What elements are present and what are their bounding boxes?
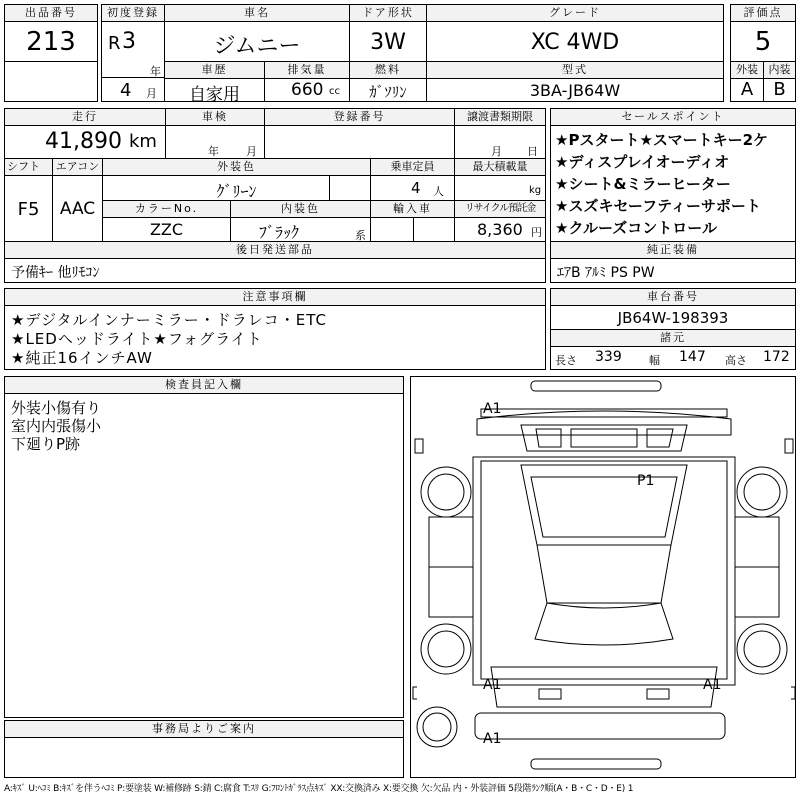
- mileage-value: 41,890: [45, 129, 122, 154]
- interior-score-box: [763, 61, 796, 102]
- damage-mark: A1: [483, 731, 502, 747]
- registration-month-box: [101, 77, 165, 102]
- shift-box: [4, 158, 53, 242]
- aircon-box: [52, 158, 103, 242]
- shift-value: F5: [17, 199, 40, 220]
- car-name-box: [164, 4, 350, 62]
- legend-text: A:ｷｽﾞ U:ﾍｺﾐ B:ｷｽﾞを伴うﾍｺﾐ P:要塗装 W:補修跡 S:錆 C:腐食 T:ｽﾘ G:ﾌﾛﾝﾄｶﾞﾗｽ点ｷｽﾞ XX:交換済み X:要交換 欠:欠品 内・外装評価 5段階ﾗﾝｸ順(A・B・C・D・E) 1: [4, 784, 634, 794]
- specs-length-label: 長さ: [555, 354, 577, 367]
- interior-score-label: 内装: [764, 62, 795, 79]
- color-no-label: カラーNo.: [103, 201, 230, 218]
- inspector-line: 室内内張傷小: [11, 417, 102, 435]
- equipment-label: 純正装備: [551, 242, 795, 259]
- ext-color-label: 外装色: [103, 159, 370, 176]
- ext-color-value: ｸﾞﾘｰﾝ: [216, 182, 257, 201]
- car-outline-drawing: [411, 377, 797, 779]
- notes-line: ★LEDヘッドライト★フォグライト: [11, 330, 263, 348]
- lot-number-spacer: [4, 61, 98, 102]
- door-box: [349, 4, 427, 62]
- color-no-box: [102, 200, 231, 242]
- year-unit: 年: [150, 65, 161, 78]
- damage-mark: P1: [637, 473, 655, 489]
- inspector-box: [4, 376, 404, 718]
- displacement-unit: cc: [329, 86, 340, 97]
- capacity-box: [370, 158, 455, 201]
- registration-year: 3: [122, 29, 136, 54]
- sales-point-item: ★ディスプレイオーディオ: [555, 153, 730, 171]
- sales-points-label: セールスポイント: [551, 109, 795, 126]
- lot-number-label: 出品番号: [5, 5, 97, 22]
- chassis-box: [550, 288, 796, 330]
- recycle-value: 8,360: [477, 220, 523, 239]
- chassis-label: 車台番号: [551, 289, 795, 306]
- ext-color-divider: [329, 175, 330, 201]
- int-color-box: [230, 200, 371, 242]
- exterior-score-label: 外装: [731, 62, 763, 79]
- damage-mark: A1: [483, 401, 502, 417]
- specs-width: 147: [679, 349, 706, 365]
- notes-line: ★純正16インチAW: [11, 349, 153, 367]
- plate-box: [264, 108, 455, 159]
- specs-length: 339: [595, 349, 622, 365]
- equipment-box: [550, 241, 796, 283]
- mileage-label: 走行: [5, 109, 165, 126]
- capacity-label: 乗車定員: [371, 159, 454, 176]
- damage-mark: A1: [703, 677, 722, 693]
- import-label: 輸入車: [371, 201, 454, 218]
- car-name-value: ジムニー: [213, 34, 301, 59]
- inspection-label: 車検: [166, 109, 264, 126]
- exterior-score-box: [730, 61, 764, 102]
- exterior-score-value: A: [740, 79, 754, 100]
- sales-point-item: ★Pスタート★スマートキー2ケ: [555, 131, 769, 149]
- aircon-value: AAC: [59, 199, 96, 219]
- specs-height: 172: [763, 349, 790, 365]
- plate-label: 登録番号: [265, 109, 454, 126]
- lot-number-value: 213: [26, 27, 76, 57]
- equipment-value: ｴｱB ｱﾙﾐ PS PW: [557, 265, 655, 281]
- int-color-value: ﾌﾞﾗｯｸ: [259, 223, 300, 242]
- later-parts-label: 後日発送部品: [5, 242, 545, 259]
- score-box: [730, 4, 796, 62]
- first-registration-label: 初度登録: [102, 5, 164, 22]
- transfer-month-unit: 月: [491, 145, 502, 158]
- grade-label: グレード: [427, 5, 723, 22]
- sales-point-item: ★クルーズコントロール: [555, 219, 717, 237]
- import-divider: [413, 217, 414, 242]
- fuel-label: 燃料: [350, 62, 426, 79]
- sales-point-item: ★シート&ミラーヒーター: [555, 175, 731, 193]
- damage-mark: A1: [483, 677, 502, 693]
- specs-width-label: 幅: [649, 354, 660, 367]
- grade-box: [426, 4, 724, 62]
- history-box: [164, 61, 265, 105]
- door-label: ドア形状: [350, 5, 426, 22]
- mileage-box: [4, 108, 166, 159]
- recycle-label: リサイクル預託金: [455, 201, 545, 218]
- office-box: [4, 720, 404, 778]
- interior-score-value: B: [773, 79, 786, 100]
- capacity-unit: 人: [433, 185, 444, 198]
- int-color-suffix: 系: [355, 229, 366, 242]
- era-letter: R: [108, 33, 121, 54]
- max-load-unit: kg: [529, 185, 542, 196]
- recycle-box: [454, 200, 546, 242]
- import-box: [370, 200, 455, 242]
- max-load-label: 最大積載量: [455, 159, 545, 176]
- displacement-value: 660: [291, 80, 324, 100]
- notes-line: ★デジタルインナーミラー・ドラレコ・ETC: [11, 311, 328, 329]
- fuel-box: [349, 61, 427, 102]
- notes-box: [4, 288, 546, 370]
- inspector-line: 外装小傷有り: [11, 399, 102, 417]
- inspector-line: 下廻りP跡: [11, 435, 81, 453]
- aircon-label: エアコン: [53, 159, 102, 176]
- inspection-month-unit: 月: [246, 145, 257, 158]
- color-no-value: ZZC: [149, 220, 184, 239]
- office-label: 事務局よりご案内: [5, 721, 403, 738]
- specs-height-label: 高さ: [725, 354, 747, 367]
- inspection-box: [165, 108, 265, 159]
- model-value: 3BA-JB64W: [529, 81, 621, 100]
- sales-point-item: ★スズキセーフティーサポート: [555, 197, 761, 215]
- car-name-label: 車名: [165, 5, 349, 22]
- score-value: 5: [754, 27, 772, 57]
- registration-month: 4: [120, 80, 132, 101]
- first-registration-box: [101, 4, 165, 78]
- specs-label: 諸元: [551, 330, 795, 347]
- notes-label: 注意事項欄: [5, 289, 545, 306]
- grade-value: XC 4WD: [530, 30, 620, 55]
- ext-color-box: [102, 158, 371, 201]
- later-parts-box: [4, 241, 546, 283]
- max-load-box: [454, 158, 546, 201]
- fuel-value: ｶﾞｿﾘﾝ: [369, 83, 407, 101]
- month-unit: 月: [146, 87, 157, 100]
- displacement-box: [264, 61, 350, 102]
- recycle-unit: 円: [531, 226, 542, 239]
- shift-label: シフト: [5, 159, 52, 176]
- transfer-label: 譲渡書類期限: [455, 109, 545, 126]
- model-box: [426, 61, 724, 102]
- transfer-day-unit: 日: [527, 145, 538, 158]
- history-label: 車歴: [165, 62, 264, 79]
- mileage-unit: km: [129, 131, 157, 152]
- int-color-label: 内装色: [231, 201, 370, 218]
- history-value: 自家用: [189, 85, 240, 105]
- sales-points-box: [550, 108, 796, 242]
- door-value: 3W: [370, 30, 406, 55]
- specs-box: [550, 329, 796, 370]
- later-parts-value: 予備ｷｰ 他ﾘﾓｺﾝ: [11, 265, 100, 281]
- inspection-year-unit: 年: [208, 145, 219, 158]
- capacity-value: 4: [411, 179, 421, 197]
- chassis-value: JB64W-198393: [617, 309, 729, 327]
- score-label: 評価点: [731, 5, 795, 22]
- model-label: 型式: [427, 62, 723, 79]
- lot-number-box: [4, 4, 98, 62]
- inspector-label: 検査員記入欄: [5, 377, 403, 394]
- displacement-label: 排気量: [265, 62, 349, 79]
- transfer-box: [454, 108, 546, 159]
- car-diagram: [410, 376, 796, 778]
